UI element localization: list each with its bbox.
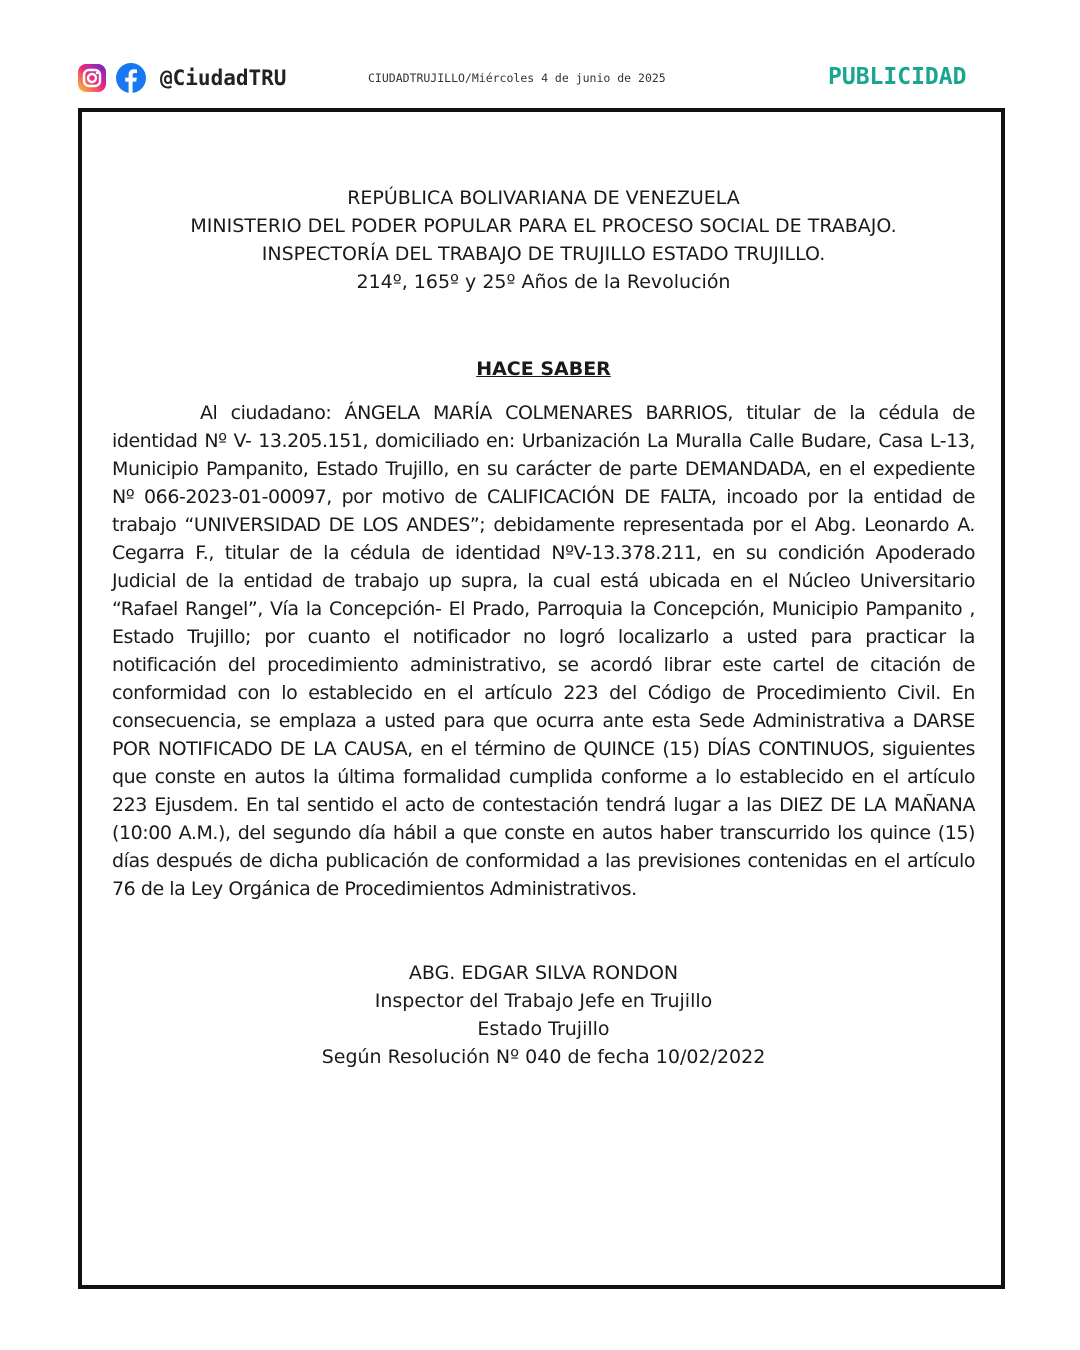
publication-header (0, 0, 1080, 108)
instagram-icon[interactable] (78, 64, 106, 92)
notice-title: HACE SABER (476, 358, 611, 380)
signature-line: Inspector del Trabajo Jefe en Trujillo (374, 990, 713, 1012)
facebook-icon[interactable] (116, 63, 146, 93)
signature-line: ABG. EDGAR SILVA RONDON (408, 962, 679, 984)
heading-line: MINISTERIO DEL PODER POPULAR PARA EL PROCESO SOCIAL DE TRABAJO. (190, 215, 897, 237)
notice-body: Al ciudadano: ÁNGELA MARÍA COLMENARES BARRIOS, titular de la cédula de identidad Nº V- 13.205.151, domiciliado en: Urbanización La Muralla Calle Budare, Casa L-13, Municipio Pampanito, Estado Trujillo, en su carácter de parte DEMANDADA, en el expediente Nº 066-2023-01-00097, por motivo de CALIFICACIÓN DE FALTA, incoado por la entidad de trabajo “UNIVERSIDAD DE LOS ANDES”; debidamente representada por el Abg. Leonardo A. Cegarra F., titular de la cédula de identidad NºV-13.378.211, en su condición Apoderado Judicial de la entidad de trabajo up supra, la cual está ubicada en el Núcleo Universitario “Rafael Rangel”, Vía la Concepción- El Prado, Parroquia la Concepción, Municipio Pampanito , Estado Trujillo; por cuanto el notificador no logró localizarlo a usted para practicar la notificación del procedimiento administrativo, se acordó librar este cartel de citación de conformidad con lo establecido en el artículo 223 del Código de Procedimiento Civil. En consecuencia, se emplaza a usted para que ocurra ante esta Sede Administrativa a DARSE POR NOTIFICADO DE LA CAUSA, en el término de QUINCE (15) DÍAS CONTINUOS, siguientes que conste en autos la última formalidad cumplida conforme a lo establecido en el artículo 223 Ejusdem. En tal sentido el acto de contestación tendrá lugar a las DIEZ DE LA MAÑANA (10:00 A.M.), del segundo día hábil a que conste en autos haber transcurrido los quince (15) días después de dicha publicación de conformidad a las previsiones contenidas en el artículo 76 de la Ley Orgánica de Procedimientos Administrativos. (112, 402, 975, 900)
heading-line: 214º, 165º y 25º Años de la Revolución (356, 271, 731, 293)
dateline: CIUDADTRUJILLO/Miércoles 4 de junio de 2025 (368, 71, 666, 85)
signature-line: Estado Trujillo (477, 1018, 610, 1040)
heading-line: REPÚBLICA BOLIVARIANA DE VENEZUELA (347, 187, 740, 209)
notice-frame (78, 108, 1005, 1289)
section-tag: PUBLICIDAD (828, 64, 967, 90)
notice-content (112, 184, 975, 1071)
institution-heading (112, 184, 975, 296)
signature-line: Según Resolución Nº 040 de fecha 10/02/2022 (321, 1046, 766, 1068)
social-handle: @CiudadTRU (160, 66, 287, 90)
signature-block (112, 959, 975, 1071)
heading-line: INSPECTORÍA DEL TRABAJO DE TRUJILLO ESTADO TRUJILLO. (261, 243, 826, 265)
